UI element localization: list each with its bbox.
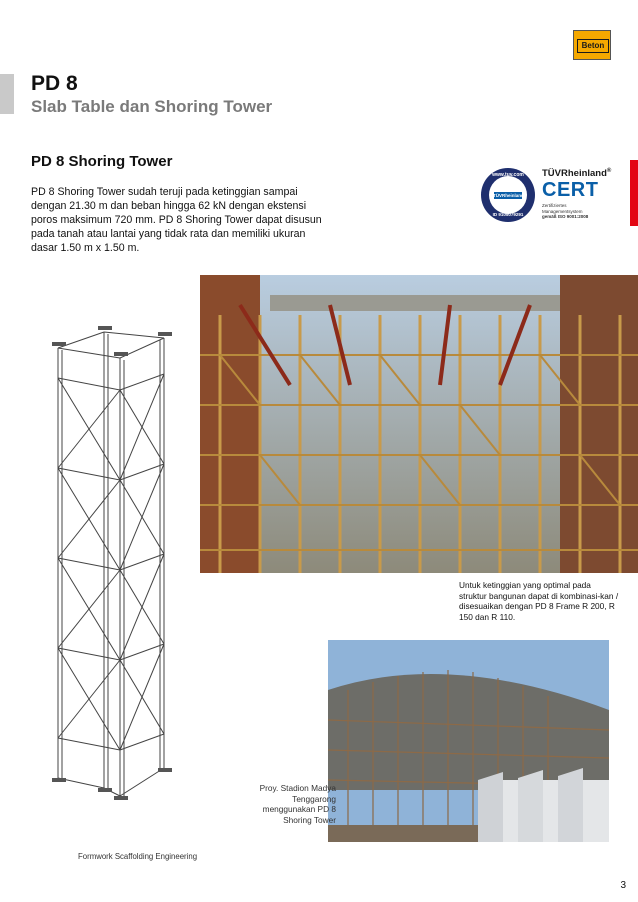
stadium-photo [328, 640, 609, 842]
cert-line-1: Zertifiziertes [542, 203, 567, 208]
page-number: 3 [620, 880, 626, 891]
seal-id-text: ID 9105079291 [492, 212, 524, 217]
cert-registered: ® [606, 168, 612, 174]
photo-caption-1: Untuk ketinggian yang optimal pada struktur bangunan dapat di kombinasi-kan / disesuaikan dengan PD 8 Frame R 200, R 150 dan R 110. [459, 580, 619, 622]
page-subtitle: Slab Table dan Shoring Tower [31, 97, 273, 116]
tuv-cert-mark [480, 165, 620, 225]
cert-brand-text: TÜVRheinland [542, 168, 607, 179]
page-title: PD 8 [31, 72, 78, 95]
cert-word: CERT [542, 179, 599, 201]
shoring-tower-illustration [38, 318, 188, 802]
shoring-tower-drawing [38, 318, 188, 802]
photo-caption-2: Proy. Stadion Madya Tenggarong menggunakan PD 8 Shoring Tower [259, 783, 336, 825]
stadium-photo-image [328, 640, 609, 842]
footer-text: Formwork Scaffolding Engineering [78, 852, 198, 861]
cert-line-3: gemäß ISO 9001:2008 [542, 214, 589, 219]
scaffolding-photo-image [200, 275, 638, 573]
section-title: PD 8 Shoring Tower [31, 153, 173, 170]
scaffolding-photo [200, 275, 638, 573]
beton-logo [573, 30, 611, 60]
section-body: PD 8 Shoring Tower sudah teruji pada ketinggian sampai dengan 21.30 m dan beban hingga 62 kN dengan ekstensi poros maksimum 720 mm. PD 8 Shoring Tower dapat disusun pada tanah atau lantai yang tidak rata dan memiliki ukuran dasar 1.50 m x 1.50 m. [31, 186, 322, 254]
cert-brand [542, 168, 611, 179]
seal-top-text: www.tuv.com [492, 172, 524, 178]
logo-text: Beton [577, 39, 609, 53]
red-accent-bar [630, 160, 638, 226]
seal-brand-text: TÜVRheinland [493, 193, 524, 198]
left-accent-bar [0, 74, 14, 114]
cert-line-2: Managementsystem [542, 208, 583, 214]
